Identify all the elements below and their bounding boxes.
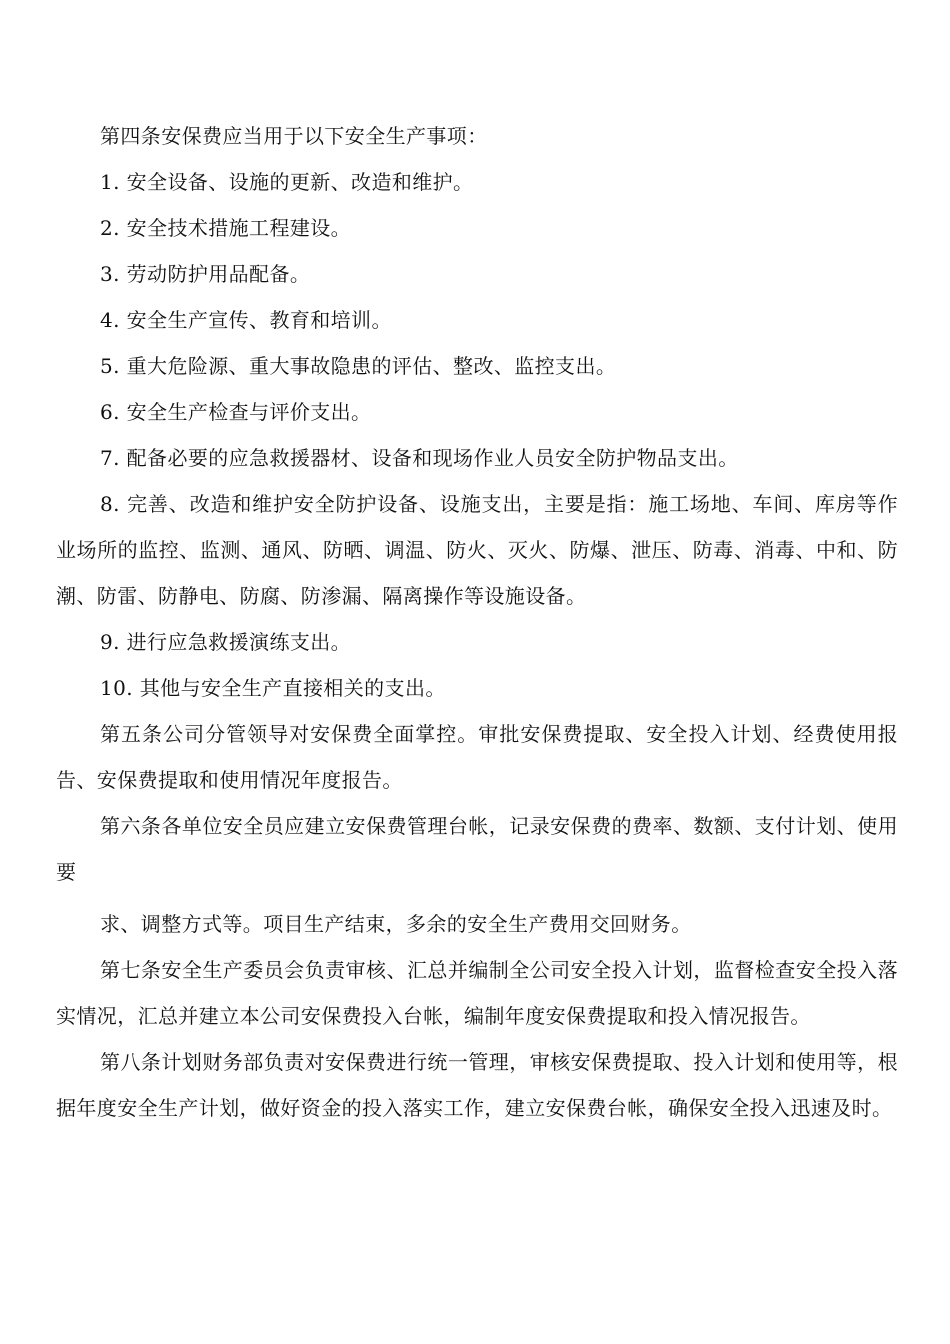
list-item-2: 2. 安全技术措施工程建设。 — [100, 216, 352, 240]
article-8-paragraph: 第八条计划财务部负责对安保费进行统一管理，审核安保费提取、投入计划和使用等，根据年度安全生产计划，做好资金的投入落实工作，建立安保费台帐，确保安全投入迅速及时。 — [56, 1050, 898, 1120]
article-7-paragraph: 第七条安全生产委员会负责审核、汇总并编制全公司安全投入计划，监督检查安全投入落实情况，汇总并建立本公司安保费投入台帐，编制年度安保费提取和投入情况报告。 — [56, 958, 898, 1028]
list-item-1: 1. 安全设备、设施的更新、改造和维护。 — [100, 170, 474, 194]
article-4-heading: 第四条安保费应当用于以下安全生产事项： — [100, 124, 488, 148]
list-item-5: 5. 重大危险源、重大事故隐患的评估、整改、监控支出。 — [100, 354, 617, 378]
list-item-6: 6. 安全生产检查与评价支出。 — [100, 400, 372, 424]
list-item-4: 4. 安全生产宣传、教育和培训。 — [100, 308, 392, 332]
article-6-continuation: 求、调整方式等。项目生产结束，多余的安全生产费用交回财务。 — [100, 912, 692, 936]
document-body — [56, 113, 898, 1131]
list-item-7: 7. 配备必要的应急救援器材、设备和现场作业人员安全防护物品支出。 — [100, 446, 739, 470]
list-item-10: 10. 其他与安全生产直接相关的支出。 — [100, 676, 446, 700]
list-item-3: 3. 劳动防护用品配备。 — [100, 262, 311, 286]
article-5-paragraph: 第五条公司分管领导对安保费全面掌控。审批安保费提取、安全投入计划、经费使用报告、安保费提取和使用情况年度报告。 — [56, 722, 898, 792]
article-6-paragraph: 第六条各单位安全员应建立安保费管理台帐，记录安保费的费率、数额、支付计划、使用要 — [56, 814, 898, 884]
list-item-9: 9. 进行应急救援演练支出。 — [100, 630, 352, 654]
list-item-8: 8. 完善、改造和维护安全防护设备、设施支出，主要是指：施工场地、车间、库房等作业场所的监控、监测、通风、防晒、调温、防火、灭火、防爆、泄压、防毒、消毒、中和、防潮、防雷、防静电、防腐、防渗漏、隔离操作等设施设备。 — [56, 492, 898, 608]
